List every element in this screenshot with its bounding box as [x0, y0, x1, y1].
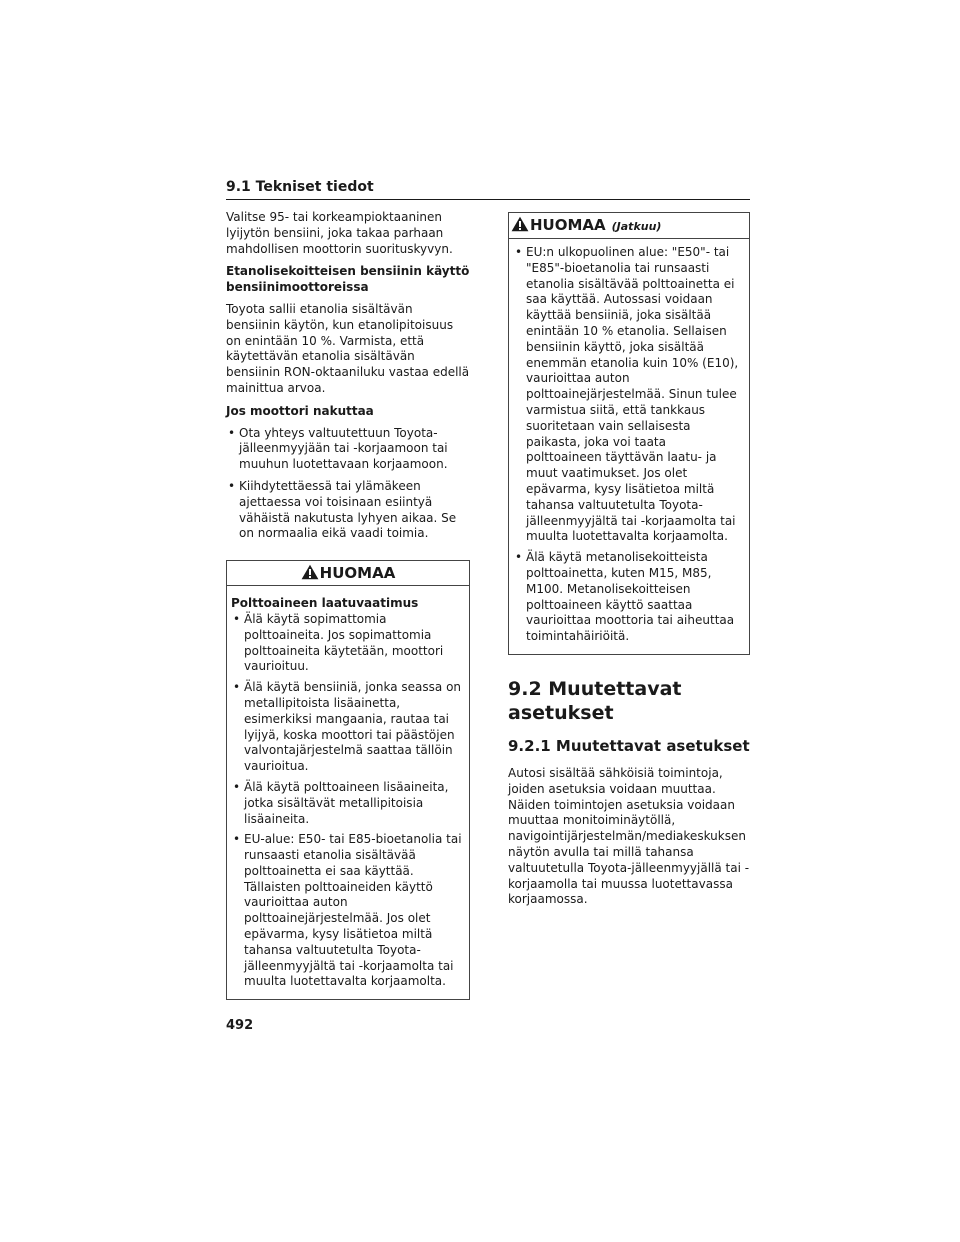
- notice-box: [226, 560, 470, 1000]
- header-rule: [226, 199, 750, 200]
- left-column: [226, 210, 470, 1000]
- list-item: • Ota yhteys valtuutettuun Toyota-jälleenmyyjään tai -korjaamoon tai muuhun luotettavaan korjaamoon.: [228, 425, 448, 472]
- list-item: • Älä käytä bensiiniä, jonka seassa on metallipitoista lisäainetta, esimerkiksi mangaania, rautaa tai lyijyä, koska moottori tai päästöjen valvontajärjestelmä saattaa tällöin vaurioitua.: [233, 680, 462, 774]
- subsection-heading: 9.2.1 Muutettavat asetukset: [508, 736, 750, 755]
- page-header: [226, 178, 750, 200]
- notice-label: HUOMAA: [319, 564, 396, 583]
- notice-list: [231, 612, 465, 990]
- notice-body: [509, 239, 749, 654]
- warning-triangle-icon: [301, 564, 319, 580]
- notice-body: [227, 586, 469, 999]
- knock-heading: Jos moottori nakuttaa: [226, 403, 374, 418]
- list-item: • EU:n ulkopuolinen alue: "E50"- tai "E85"-bioetanolia tai runsaasti etanolia sisältävää polttoainetta ei saa käyttää. Autossasi voidaan käyttää bensiiniä, joka sisältää enintään 10 % etanolia. Sellaisen bensiinin käyttö, joka sisältää enemmän etanolia kuin 10% (E10), vaurioittaa auton polttoainejärjestelmää. Sinun tulee varmistua siitä, että tankkaus suoritetaan vain sellaisesta paikasta, joka voi taata polttoaineen täyttävän laatu- ja muut vaatimukset. Jos olet epävarma, kysy lisätietoa miltä tahansa valtuutetulta Toyota-jälleenmyyjältä tai -korjaamolta tai muulta luotettavalta korjaamolta.: [515, 245, 739, 544]
- knock-list: [226, 426, 470, 543]
- ethanol-paragraph: Toyota sallii etanolia sisältävän bensiinin käytön, kun etanolipitoisuus on enintään 10 %. Varmista, että käytettävän etanolia sisältävän bensiinin RON-oktaaniluku vastaa edellä mainittua arvoa.: [226, 301, 470, 395]
- notice-box-continued: [508, 212, 750, 655]
- right-column: [508, 212, 750, 915]
- list-item: • Älä käytä metanolisekoitteista polttoainetta, kuten M15, M85, M100. Metanolisekoitteisen polttoaineen käyttö saattaa vaurioittaa moottoria tai aiheuttaa toimintahäiriöitä.: [515, 550, 735, 644]
- notice-continued: (Jatkuu): [611, 220, 662, 233]
- section-title: 9.1 Tekniset tiedot: [226, 179, 374, 195]
- notice-header: [227, 561, 469, 586]
- list-item: • EU-alue: E50- tai E85-bioetanolia tai runsaasti etanolia sisältävää polttoainetta ei saa käyttää. Tällaisten polttoaineiden käyttö vaurioittaa auton polttoainejärjestelmää. Jos olet epävarma, kysy lisätietoa miltä tahansa valtuutetulta Toyota-jälleenmyyjältä tai -korjaamolta tai muulta luotettavalta korjaamolta.: [233, 832, 462, 989]
- warning-triangle-icon: [511, 216, 529, 232]
- settings-paragraph: Autosi sisältää sähköisiä toimintoja, joiden asetuksia voidaan muuttaa. Näiden toimintojen asetuksia voidaan muuttaa monitoiminäytöllä, navigointijärjestelmän/mediakeskuksen näytön avulla tai millä tahansa valtuutetulla Toyota-jälleenmyyjällä tai -korjaamolla tai muussa luotettavassa korjaamossa.: [508, 765, 750, 907]
- list-item: • Älä käytä polttoaineen lisäaineita, jotka sisältävät metallipitoisia lisäaineita.: [233, 779, 449, 826]
- ethanol-heading: Etanolisekoitteisen bensiinin käyttö bensiinimoottoreissa: [226, 264, 470, 295]
- notice-header: [509, 213, 749, 239]
- notice-title: Polttoaineen laatuvaatimus: [231, 596, 419, 611]
- page-number: 492: [226, 1018, 254, 1033]
- list-item: • Kiihdytettäessä tai ylämäkeen ajettaessa voi toisinaan esiintyä vähäistä nakutusta lyhyen aikaa. Se on normaalia eikä vaadi toimia.: [228, 478, 457, 541]
- notice-list: [513, 245, 745, 645]
- section-heading: 9.2 Muutettavat asetukset: [508, 677, 682, 724]
- notice-label: HUOMAA: [530, 216, 606, 234]
- list-item: • Älä käytä sopimattomia polttoaineita. Jos sopimattomia polttoaineita käytetään, moottori vaurioituu.: [233, 611, 444, 674]
- intro-paragraph: Valitse 95- tai korkeampioktaaninen lyijytön bensiini, joka takaa parhaan mahdollisen moottorin suorituskyvyn.: [226, 210, 453, 256]
